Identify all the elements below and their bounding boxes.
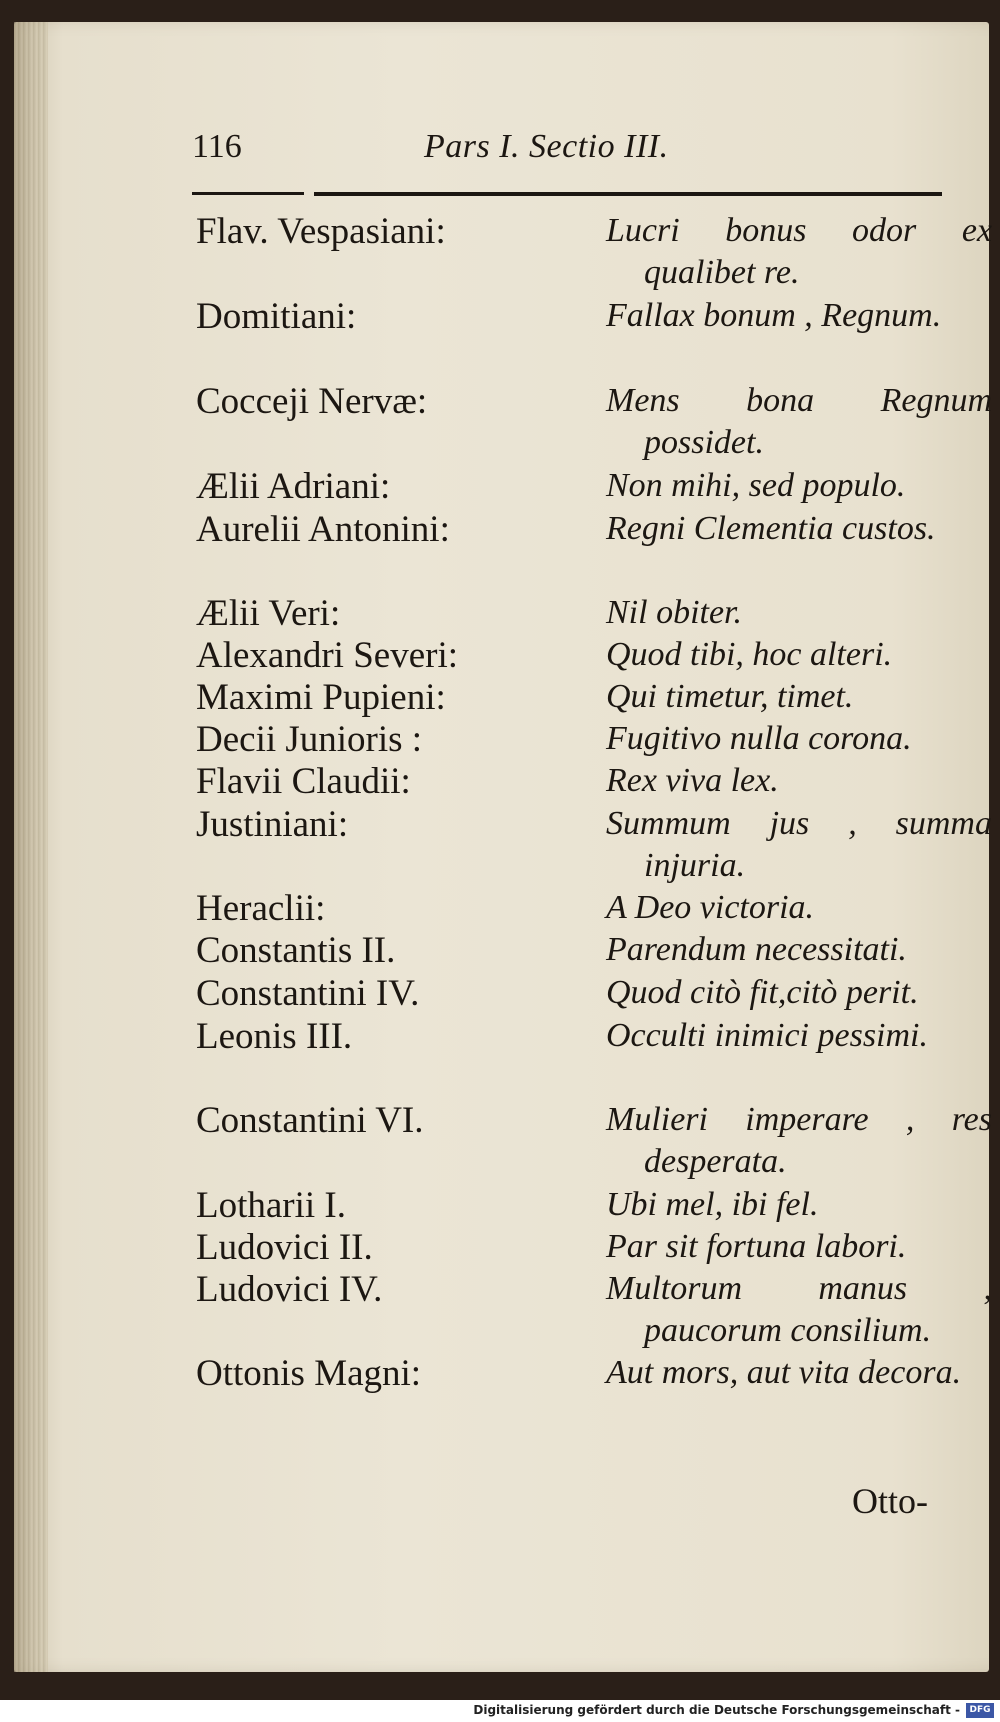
emperor-name: Maximi Pupieni:: [196, 677, 446, 718]
emperor-name: Justiniani:: [196, 804, 349, 845]
motto-text: Summum jus , summa injuria.: [606, 805, 992, 884]
emperor-name: Heraclii:: [196, 888, 326, 929]
motto-text: Quod tibi, hoc alteri.: [606, 636, 893, 673]
page-number: 116: [192, 128, 242, 165]
emperor-name: Constantini IV.: [196, 973, 420, 1014]
motto-text: Quod citò fit,citò perit.: [606, 974, 919, 1011]
emperor-name: Ælii Veri:: [196, 593, 341, 634]
emperor-name: Lotharii I.: [196, 1185, 347, 1226]
dfg-logo-icon: DFG: [966, 1703, 994, 1718]
emperor-name: Leonis III.: [196, 1016, 353, 1057]
motto-text: A Deo victoria.: [606, 889, 815, 926]
motto-text: Fallax bonum , Regnum.: [606, 297, 942, 334]
emperor-name: Alexandri Severi:: [196, 635, 458, 676]
motto-text: Fugitivo nulla corona.: [606, 720, 912, 757]
motto-text: Aut mors, aut vita decora.: [606, 1354, 962, 1391]
motto-text: Qui timetur, timet.: [606, 678, 854, 715]
emperor-name: Ludovici IV.: [196, 1269, 383, 1310]
motto-text: Parendum necessitati.: [606, 931, 907, 968]
emperor-name: Constantis II.: [196, 930, 396, 971]
emperor-name: Domitiani:: [196, 296, 357, 337]
motto-text: Ubi mel, ibi fel.: [606, 1186, 819, 1223]
motto-text: Occulti inimici pessimi.: [606, 1017, 929, 1054]
emperor-name: Ludovici II.: [196, 1227, 373, 1268]
footer-credit: Digitalisierung gefördert durch die Deutsche Forschungsgemeinschaft -: [473, 1703, 960, 1717]
motto-text: Non mihi, sed populo.: [606, 467, 906, 504]
emperor-name: Flavii Claudii:: [196, 761, 411, 802]
emperor-name: Decii Junioris :: [196, 719, 423, 760]
motto-text: Regni Clementia custos.: [606, 510, 936, 547]
emperor-name: Constantini VI.: [196, 1100, 424, 1141]
emperor-name: Ælii Adriani:: [196, 466, 391, 507]
motto-text: Mulieri imperare , res desperata.: [606, 1101, 992, 1180]
motto-text: Rex viva lex.: [606, 762, 779, 799]
catchword: Otto-: [852, 1481, 928, 1521]
motto-text: Par sit fortuna labori.: [606, 1228, 907, 1265]
motto-text: Mens bona Regnum possidet.: [606, 382, 992, 461]
emperor-name: Aurelii Antonini:: [196, 509, 450, 550]
motto-text: Multorum manus , paucorum consilium.: [606, 1270, 992, 1349]
motto-text: Lucri bonus odor ex qualibet re.: [606, 212, 992, 291]
emperor-name: Ottonis Magni:: [196, 1353, 422, 1394]
emperor-name: Cocceji Nervæ:: [196, 381, 428, 422]
digitization-footer: [0, 1700, 1000, 1722]
header-title: Pars I. Sectio III.: [424, 128, 669, 165]
motto-text: Nil obiter.: [606, 594, 743, 631]
emperor-name: Flav. Vespasiani:: [196, 211, 446, 252]
